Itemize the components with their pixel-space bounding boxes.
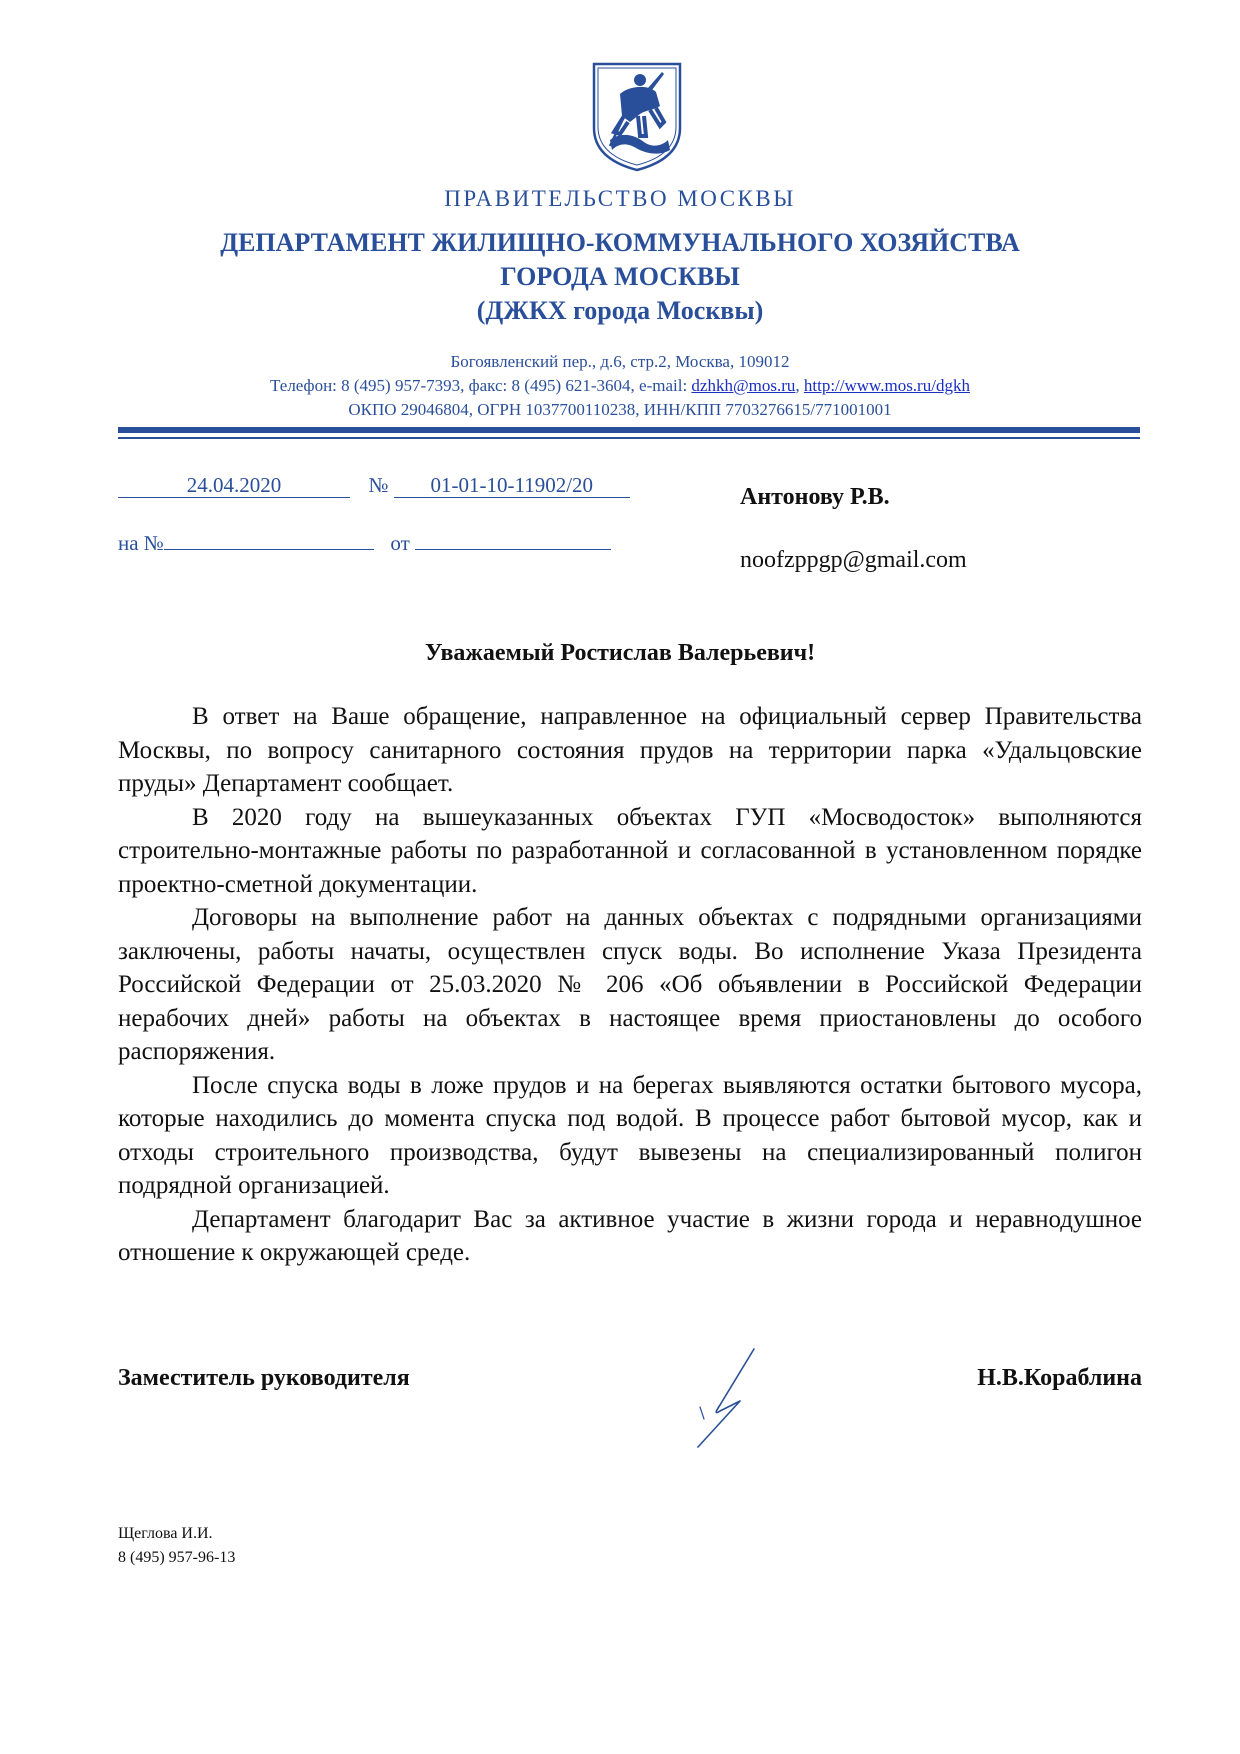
- executor-name: Щеглова И.И.: [118, 1525, 213, 1542]
- paragraph: В 2020 году на вышеуказанных объектах ГУП «Мосводосток» выполняются строительно-монтажные работы по разработанной и согласованной в установленном порядке проектно-сметной документации.: [118, 803, 1142, 898]
- signatory-name: Н.В.Кораблина: [977, 1365, 1142, 1391]
- handwritten-signature: [690, 1345, 770, 1450]
- contacts-separator: ,: [795, 376, 804, 395]
- from-label: от: [390, 531, 410, 555]
- department-codes: ОКПО 29046804, ОГРН 1037700110238, ИНН/КПП 7703276615/771001001: [348, 400, 892, 419]
- department-contacts: [0, 376, 1240, 396]
- phone-fax-text: Телефон: 8 (495) 957-7393, факс: 8 (495) 621-3604, e-mail:: [270, 376, 692, 395]
- department-name-line1: ДЕПАРТАМЕНТ ЖИЛИЩНО-КОММУНАЛЬНОГО ХОЗЯЙСТВА: [220, 228, 1020, 257]
- paragraph: После спуска воды в ложе прудов и на берегах выявляются остатки бытового мусора, которые находились до момента спуска под водой. В процессе работ бытовой мусор, как и отходы строительного производства, будут вывезены на специализированный полигон подрядной организацией.: [118, 1071, 1142, 1199]
- reference-row: [118, 525, 611, 556]
- department-short-name: (ДЖКХ города Москвы): [476, 296, 764, 325]
- department-address: Богоявленский пер., д.6, стр.2, Москва, 109012: [450, 352, 790, 371]
- number-label: №: [368, 473, 389, 497]
- executor-phone: 8 (495) 957-96-13: [118, 1549, 236, 1566]
- reference-date: [415, 525, 611, 550]
- reference-number: [164, 525, 374, 550]
- greeting: Уважаемый Ростислав Валерьевич!: [424, 640, 816, 666]
- moscow-coat-of-arms-icon: [590, 60, 684, 172]
- recipient-name: Антонову Р.В.: [740, 484, 890, 510]
- paragraph: Департамент благодарит Вас за активное участие в жизни города и неравнодушное отношение к окружающей среде.: [118, 1205, 1142, 1266]
- reference-label: на №: [118, 531, 164, 555]
- header-rule-thin: [118, 437, 1140, 439]
- website-link[interactable]: http://www.mos.ru/dgkh: [803, 376, 970, 395]
- government-name: ПРАВИТЕЛЬСТВО МОСКВЫ: [444, 186, 796, 211]
- signatory-title: Заместитель руководителя: [118, 1365, 410, 1391]
- department-name-line2: ГОРОДА МОСКВЫ: [500, 262, 740, 291]
- letter-date: 24.04.2020: [118, 473, 350, 498]
- paragraph: Договоры на выполнение работ на данных объектах с подрядными организациями заключены, работы начаты, осуществлен спуск воды. Во исполнение Указа Президента Российской Федерации от 25.03.2020 № 206 «Об объявлении в Российской Федерации нерабочих дней» работы на объектах в настоящее время приостановлены до особого распоряжения.: [118, 904, 1142, 1065]
- paragraph: В ответ на Ваше обращение, направленное на официальный сервер Правительства Москвы, по вопросу санитарного состояния прудов на территории парка «Удальцовские пруды» Департамент сообщает.: [118, 703, 1142, 797]
- email-link[interactable]: dzhkh@mos.ru: [691, 376, 796, 395]
- header-rule-thick: [118, 427, 1140, 433]
- recipient-email: noofzppgp@gmail.com: [740, 547, 967, 573]
- letter-body: [118, 700, 1142, 1270]
- letter-number: 01-01-10-11902/20: [394, 473, 630, 498]
- registration-number-row: [118, 473, 630, 498]
